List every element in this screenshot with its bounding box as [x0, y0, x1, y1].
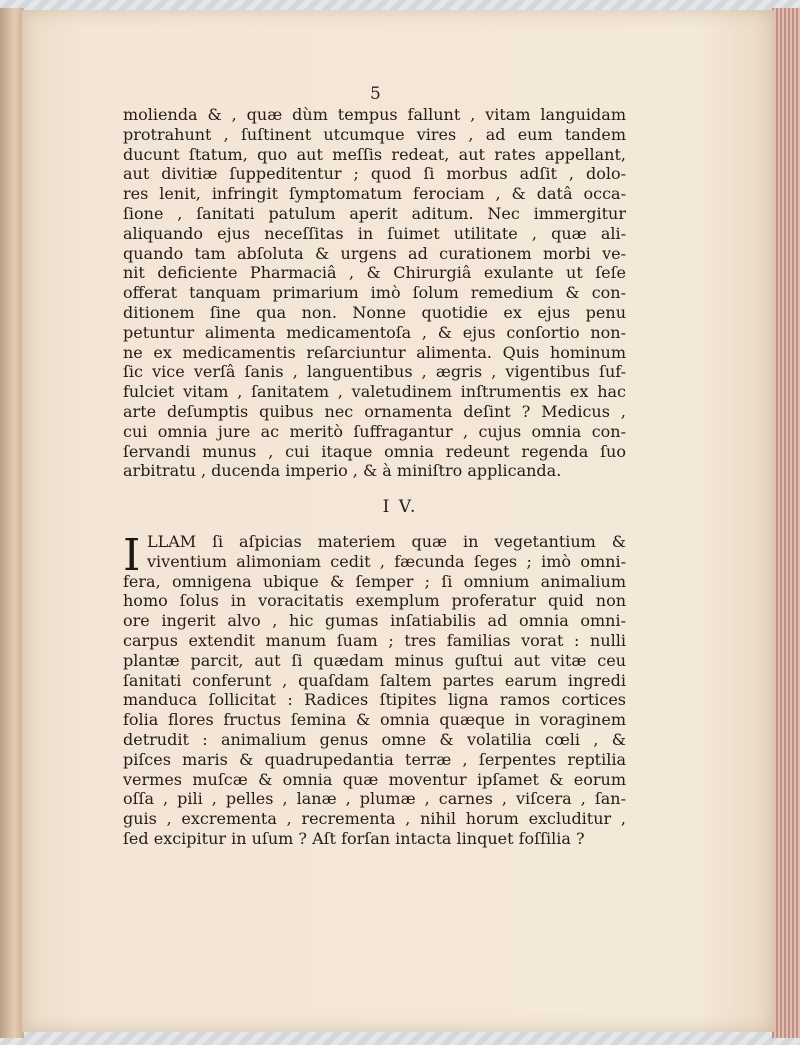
text-line: manduca ſollicitat : Radices ſtipites ligna ramos cortices: [123, 690, 626, 710]
text-line: ne ex medicamentis reſarciuntur alimenta. Quis hominum: [123, 342, 626, 362]
text-line: quando tam abſoluta & urgens ad curationem morbi ve-: [123, 243, 626, 263]
text-line: res lenit, infringit ſymptomatum ferociam , & datâ occa-: [123, 184, 626, 204]
text-line: piſces maris & quadrupedantia terræ , ſerpentes reptilia: [123, 749, 626, 769]
text-line: ſione , ſanitati patulum aperit aditum. Nec immergitur: [123, 203, 626, 223]
left-page-edge: [0, 8, 24, 1038]
text-line: fera, omnigena ubique & ſemper ; ſi omnium animalium: [123, 571, 626, 591]
book-fore-edge: [772, 8, 800, 1038]
text-line: fulciet vitam , ſanitatem , valetudinem inſtrumentis ex hac: [123, 382, 626, 402]
text-line: viventium alimoniam cedit , fæcunda ſeges ; imò omni-: [147, 551, 626, 571]
paragraph-2: [123, 532, 626, 849]
text-line: vermes muſcæ & omnia quæ moventur ipſamet & eorum: [123, 769, 626, 789]
text-line: plantæ parcit, aut ſi quædam minus guſtui aut vitæ ceu: [123, 650, 626, 670]
text-line: offerat tanquam primarium imò ſolum remedium & con-: [123, 283, 626, 303]
text-line: ducunt ſtatum, quo aut meſſis redeat, aut rates appellant,: [123, 144, 626, 164]
text-line: ore ingerit alvo , hic gumas inſatiabilis ad omnia omni-: [123, 611, 626, 631]
text-line: ſed excipitur in uſum ? Aſt forſan intacta linquet foſſilia ?: [123, 828, 585, 848]
text-line: nit deficiente Pharmaciâ , & Chirurgiâ exulante ut ſeſe: [123, 263, 626, 283]
text-line: aut divitiæ ſuppeditentur ; quod ſi morbus adſit , dolo-: [123, 164, 626, 184]
text-line: arte deſumptis quibus nec ornamenta deſint ? Medicus ,: [123, 401, 626, 421]
text-line: arbitratu , ducenda imperio , & à miniſtro applicanda.: [123, 461, 562, 481]
text-line: guis , excrementa , recrementa , nihil horum excluditur ,: [123, 809, 626, 829]
text-line: detrudit : animalium genus omne & volatilia cœli , &: [123, 729, 626, 749]
text-line: ſanitati conferunt , quaſdam ſaltem partes earum ingredi: [123, 670, 626, 690]
drop-cap: I: [123, 530, 141, 581]
text-line: petuntur alimenta medicamentoſa , & ejus conſortio non-: [123, 322, 626, 342]
text-line: oſſa , pili , pelles , lanæ , plumæ , carnes , viſcera , ſan-: [123, 789, 626, 809]
text-line: ditionem ſine qua non. Nonne quotidie ex ejus penu: [123, 302, 626, 322]
text-line: aliquando ejus neceſſitas in ſuimet utilitate , quæ ali-: [123, 223, 626, 243]
page-number: 5: [370, 84, 381, 104]
text-line: carpus extendit manum ſuam ; tres familias vorat : nulli: [123, 630, 626, 650]
text-line: folia flores fructus ſemina & omnia quæque in voraginem: [123, 710, 626, 730]
paragraph-1: [123, 105, 626, 481]
text-line: ſervandi munus , cui itaque omnia redeunt regenda ſuo: [123, 441, 626, 461]
text-line: molienda & , quæ dùm tempus fallunt , vitam languidam: [123, 105, 626, 124]
text-line: LLAM ſi aſpicias materiem quæ in vegetantium &: [147, 532, 626, 551]
text-line: protrahunt , ſuſtinent utcumque vires , ad eum tandem: [123, 124, 626, 144]
text-line: ſic vice verſâ ſanis , languentibus , ægris , vigentibus ſuf-: [123, 362, 626, 382]
section-heading: I V.: [382, 497, 418, 517]
text-line: homo ſolus in voracitatis exemplum proferatur quid non: [123, 591, 626, 611]
text-line: cui omnia jure ac meritò ſuffragantur , cujus omnia con-: [123, 421, 626, 441]
